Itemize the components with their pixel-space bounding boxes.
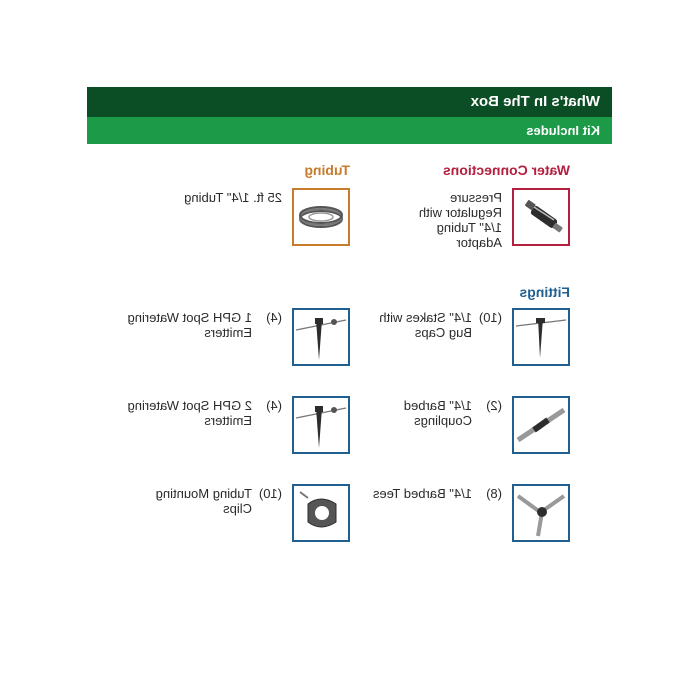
section-heading-tubing: Tubing [304, 162, 350, 178]
emitter-stake-icon [294, 310, 348, 364]
section-heading-fittings: Fittings [519, 284, 570, 300]
stakes-quantity: (10) [478, 310, 502, 325]
subheader-bar [87, 117, 612, 144]
mounting-clips-label: Tubing Mounting Clips [155, 486, 252, 516]
emitters-2gph-quantity: (4) [266, 398, 282, 413]
emitters-1gph-quantity: (4) [266, 310, 282, 325]
coupling-icon [514, 398, 568, 452]
tees-quantity: (8) [486, 486, 502, 501]
header-bar [87, 87, 612, 117]
tees-label: 1/4" Barbed Tees [372, 486, 472, 501]
stakes-label: 1/4" Stakes with Bug Caps [379, 310, 472, 340]
header-title: What's In The Box [470, 93, 600, 110]
tubing-coil-image [292, 188, 350, 246]
pressure-regulator-image [512, 188, 570, 246]
emitters-2gph-label: 2 GPH Spot Watering Emitters [127, 398, 252, 428]
couplings-quantity: (2) [486, 398, 502, 413]
mounting-clips-image [292, 484, 350, 542]
couplings-image [512, 396, 570, 454]
couplings-label: 1/4" Barbed Couplings [403, 398, 472, 428]
tubing-label: 25 ft. 1/4" Tubing [184, 190, 282, 205]
stake-icon [514, 310, 568, 364]
stakes-image [512, 308, 570, 366]
emitters-1gph-image [292, 308, 350, 366]
barbed-tee-icon [514, 486, 568, 540]
pressure-regulator-icon [514, 190, 568, 244]
mounting-clips-quantity: (10) [258, 486, 282, 501]
tees-image [512, 484, 570, 542]
emitters-1gph-label: 1 GPH Spot Watering Emitters [127, 310, 252, 340]
tubing-coil-icon [294, 190, 348, 244]
section-heading-water-connections: Water Connections [442, 162, 570, 178]
emitters-2gph-image [292, 396, 350, 454]
pressure-regulator-label: Pressure Regulator with 1/4" Tubing Adaptor [418, 190, 502, 250]
emitter-stake-icon [294, 398, 348, 452]
header-subtitle: Kit Includes [526, 123, 600, 138]
mounting-clip-icon [294, 486, 348, 540]
